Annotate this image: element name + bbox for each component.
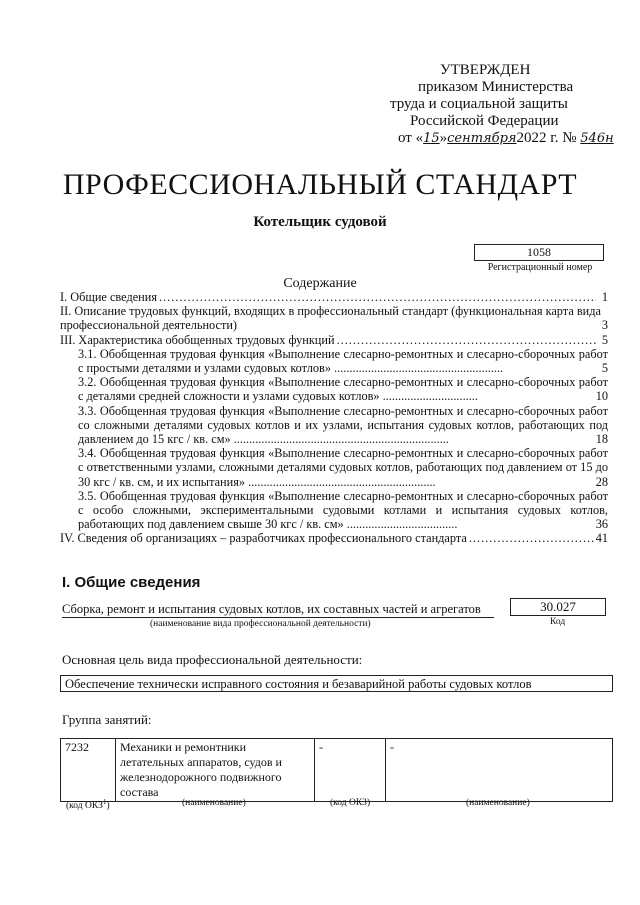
goal-text: Обеспечение технически исправного состояния и безаварийной работы судовых котлов xyxy=(60,675,613,692)
okz-caption-2: (код ОКЗ) xyxy=(330,798,371,808)
date-month: сентября xyxy=(447,131,517,146)
occupation-table xyxy=(60,738,613,802)
approval-block xyxy=(390,62,630,147)
toc-item: III. Характеристика обобщенных трудовых функций ..... 5 xyxy=(60,333,608,347)
toc-item: 3.4. Обобщенная трудовая функция «Выполнение слесарно-ремонтных и слесарно-сборочных работ с ответственными узлами, сложными деталями судовых котлов, работающих под давлением от 15 до 30 кгс / кв. см, и их испытания» ............................................................. 28 xyxy=(78,446,608,489)
document-subtitle: Котельщик судовой xyxy=(253,214,387,230)
activity-caption: (наименование вида профессиональной деятельности) xyxy=(150,619,371,629)
table-row xyxy=(61,739,613,802)
document-title: ПРОФЕССИОНАЛЬНЫЙ СТАНДАРТ xyxy=(62,168,578,201)
name-caption-2: (наименование) xyxy=(466,798,530,808)
name-caption: (наименование) xyxy=(182,798,246,808)
registration-number: 1058 xyxy=(474,244,604,261)
section-heading: I. Общие сведения xyxy=(62,574,201,591)
occupation-name-cell: Механики и ремонтники летательных аппаратов, судов и железнодорожного подвижного состава xyxy=(116,739,315,802)
toc-heading: Содержание xyxy=(283,276,357,291)
approval-line-order: приказом Министерства xyxy=(418,79,574,95)
approval-line-ministry: труда и социальной защиты xyxy=(390,96,568,112)
toc-item: 3.3. Обобщенная трудовая функция «Выполнение слесарно-ремонтных и слесарно-сборочных работ со сложными деталями судовых котлов и их узлами, испытания судовых котлов, работающих под давлением до 15 кгс / кв. см» ...................................................................... 18 xyxy=(78,403,608,447)
approval-heading: УТВЕРЖДЕН xyxy=(440,62,531,78)
group-label: Группа занятий: xyxy=(62,712,152,727)
toc-item: II. Описание трудовых функций, входящих в профессиональный стандарт (функциональная карта вида профессиональной деятельности) 3 xyxy=(60,304,608,333)
okz-code-cell-2: - xyxy=(315,739,386,802)
activity-code: 30.027 xyxy=(510,598,606,616)
toc-item: IV. Сведения об организациях – разработчиках профессионального стандарта ..... 41 xyxy=(60,531,608,545)
goal-label: Основная цель вида профессиональной деятельности: xyxy=(62,652,363,667)
toc-item: 3.2. Обобщенная трудовая функция «Выполнение слесарно-ремонтных и слесарно-сборочных работ с деталями средней сложности и узлами судовых котлов» ............................... 10 xyxy=(78,375,608,404)
toc-item: I. Общие сведения ..... 1 xyxy=(60,290,608,304)
okz-code-cell: 7232 xyxy=(61,739,116,802)
registration-label: Регистрационный номер xyxy=(487,262,593,273)
table-of-contents xyxy=(60,290,608,546)
date-year: 2022 г. № xyxy=(516,130,577,146)
occupation-name-cell-2: - xyxy=(386,739,613,802)
approval-date-line: от «15»сентября2022 г. № 546н xyxy=(398,130,614,146)
okz-caption: (код ОКЗ$^1$) xyxy=(66,798,110,812)
code-caption: Код xyxy=(550,617,566,627)
date-day: 15 xyxy=(423,131,440,146)
activity-name: Сборка, ремонт и испытания судовых котлов, их составных частей и агрегатов xyxy=(62,602,494,618)
toc-item: 3.5. Обобщенная трудовая функция «Выполнение слесарно-ремонтных и слесарно-сборочных работ с особо сложными, экспериментальными судовыми котлами и испытания судовых котлов, работающих под давлением свыше 30 кгс / кв. см» .................................... 36 xyxy=(78,488,608,532)
toc-item: 3.1. Обобщенная трудовая функция «Выполнение слесарно-ремонтных и слесарно-сборочных работ с простыми деталями и узлами судовых котлов» ....................................................... 5 xyxy=(78,346,608,376)
approval-line-country: Российской Федерации xyxy=(410,113,559,129)
order-number: 546н xyxy=(580,131,614,146)
